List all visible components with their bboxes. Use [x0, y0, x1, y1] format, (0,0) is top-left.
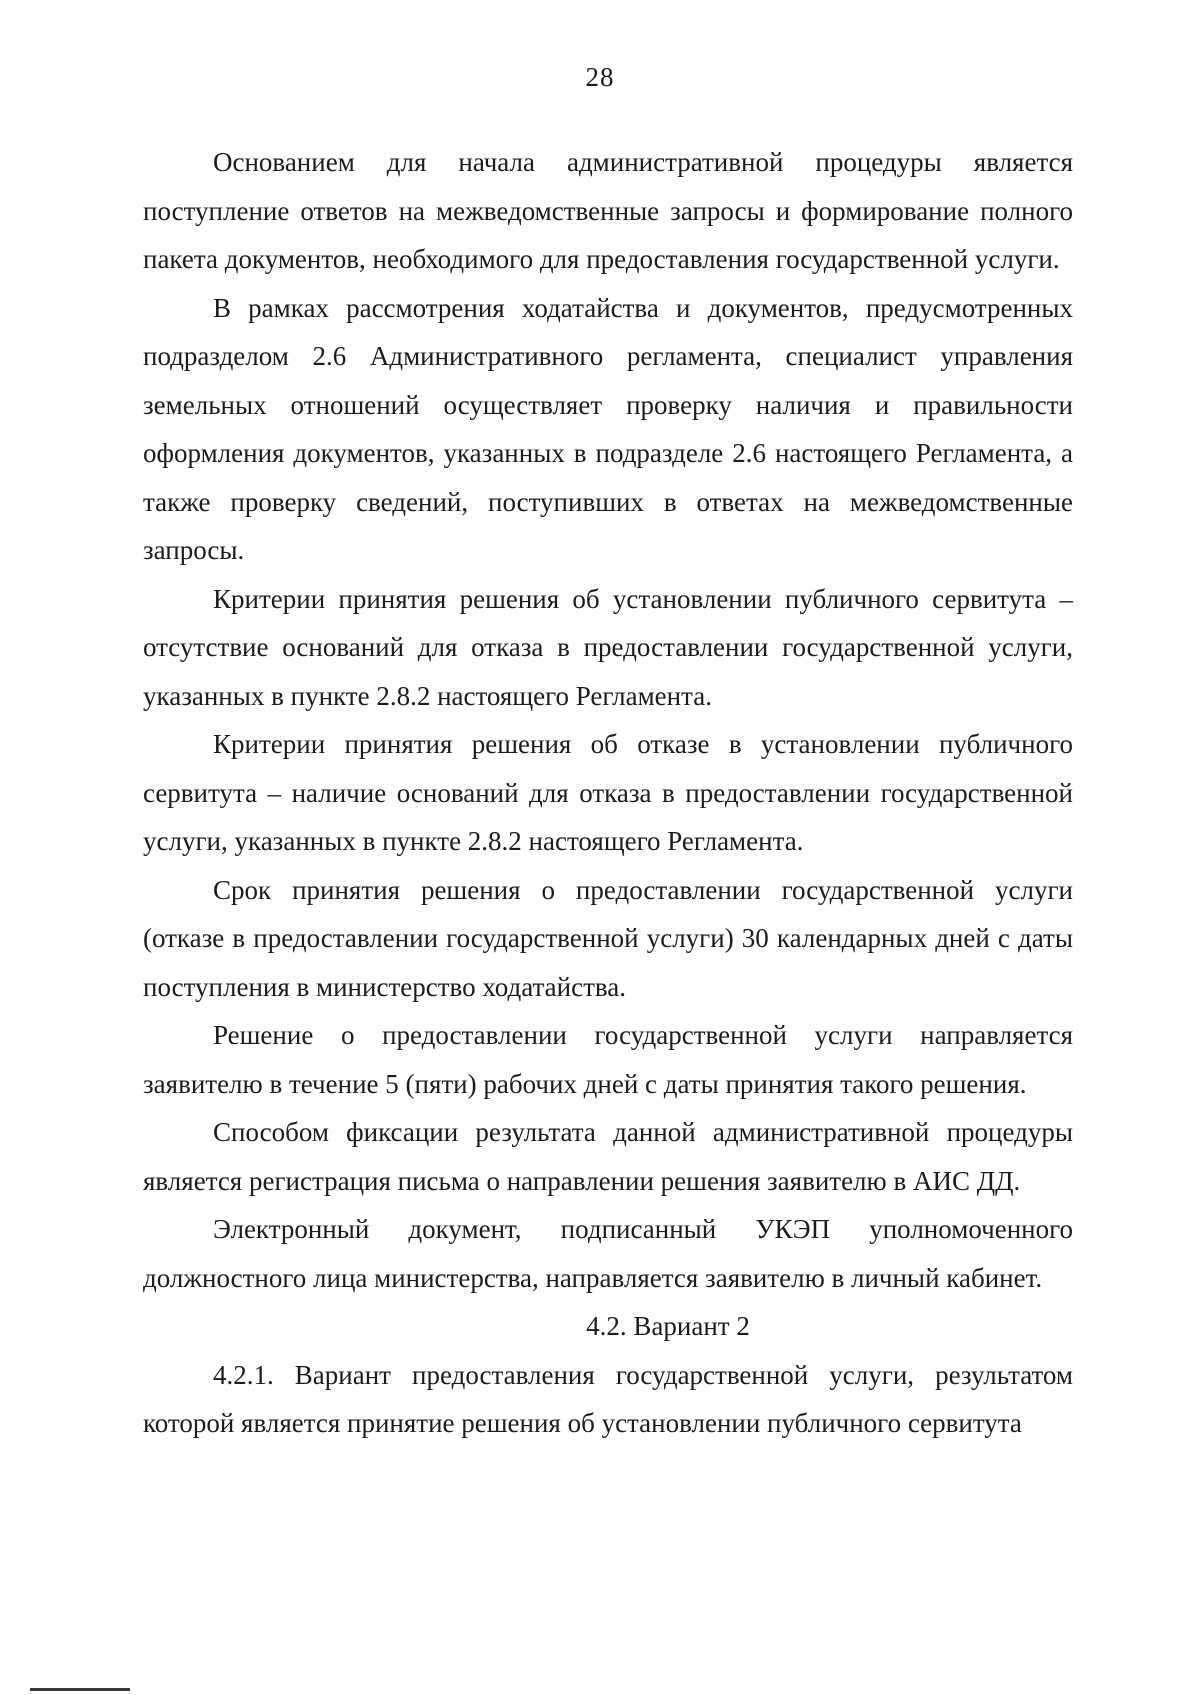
- paragraph-electronic-document: Электронный документ, подписанный УКЭП уполномоченного должностного лица министерства, направляется заявителю в личный кабинет.: [143, 1214, 1073, 1293]
- page-number: 28: [585, 62, 615, 92]
- paragraph-criteria-refusal: Критерии принятия решения об отказе в установлении публичного сервитута – наличие оснований для отказа в предоставлении государственной услуги, указанных в пункте 2.8.2 настоящего Регламента.: [143, 729, 1073, 856]
- section-heading: 4.2. Вариант 2: [586, 1311, 750, 1341]
- paragraph-basis: Основанием для начала административной процедуры является поступление ответов на межведомственные запросы и формирование полного пакета документов, необходимого для предоставления государственной услуги.: [143, 147, 1073, 274]
- paragraph-criteria-approval: Критерии принятия решения об установлении публичного сервитута – отсутствие оснований для отказа в предоставлении государственной услуги, указанных в пункте 2.8.2 настоящего Регламента.: [143, 583, 1073, 711]
- paragraph-variant-2: 4.2.1. Вариант предоставления государственной услуги, результатом которой является принятие решения об установлении публичного сервитута: [143, 1359, 1073, 1438]
- paragraph-decision-delivery: Решение о предоставлении государственной услуги направляется заявителю в течение 5 (пяти) рабочих дней с даты принятия такого решения.: [143, 1020, 1073, 1099]
- paragraph-decision-term: Срок принятия решения о предоставлении государственной услуги (отказе в предоставлении государственной услуги) 30 календарных дней с даты поступления в министерство ходатайства.: [143, 874, 1073, 1002]
- scan-edge-mark: [30, 1688, 130, 1691]
- paragraph-review: В рамках рассмотрения ходатайства и документов, предусмотренных подразделом 2.6 Административного регламента, специалист управления земельных отношений осуществляет проверку наличия и правильности оформления документов, указанных в подразделе 2.6 настоящего Регламента, а также проверку сведений, поступивших в ответах на межведомственные запросы.: [143, 292, 1073, 565]
- document-body: [143, 138, 1073, 1448]
- paragraph-result-fixation: Способом фиксации результата данной административной процедуры является регистрация письма о направлении решения заявителю в АИС ДД.: [143, 1117, 1073, 1196]
